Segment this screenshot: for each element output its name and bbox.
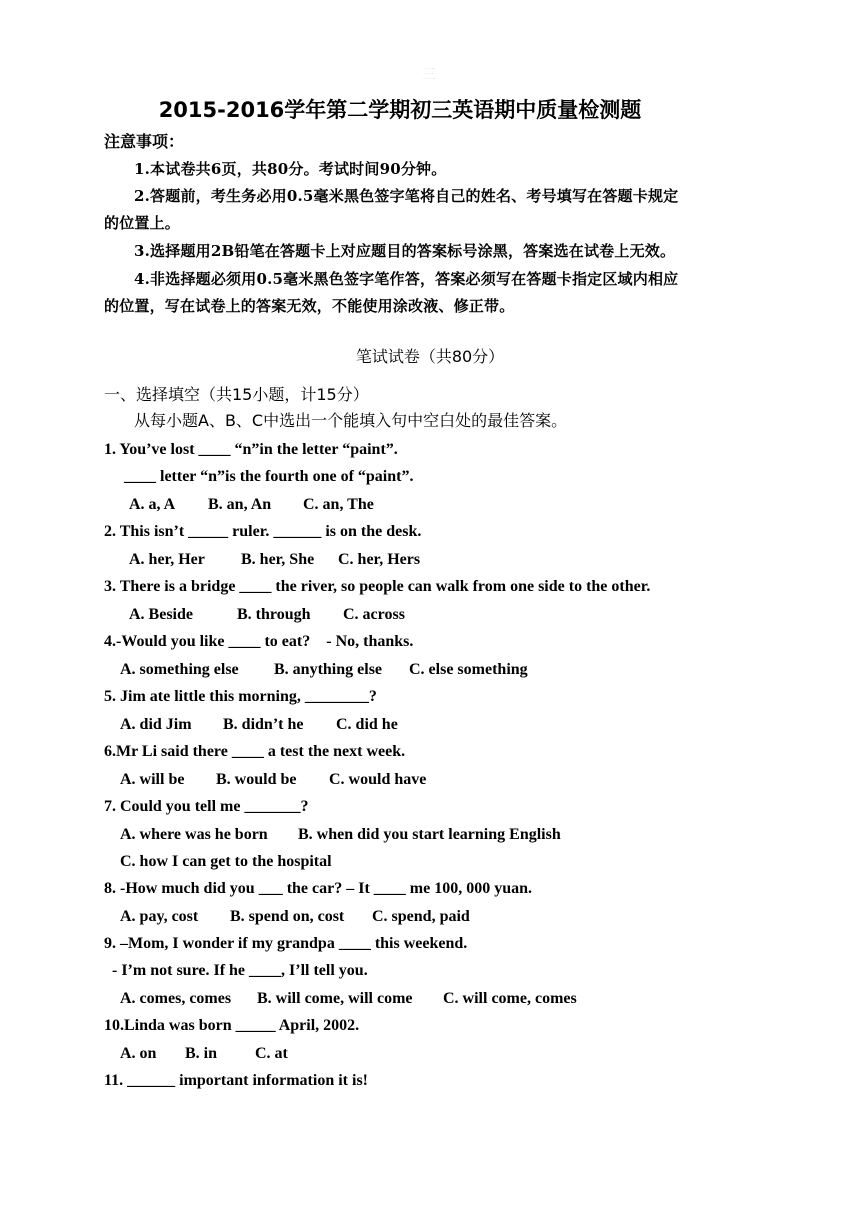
option-a: A. did Jim bbox=[120, 716, 192, 733]
question-stem: ____ letter “n”is the fourth one of “paint”. bbox=[104, 468, 414, 485]
option-c: C. at bbox=[255, 1045, 288, 1062]
option-c: C. across bbox=[343, 606, 405, 623]
answer-options bbox=[129, 552, 420, 568]
option-b: B. when did you start learning English bbox=[298, 826, 561, 843]
answer-options bbox=[129, 497, 374, 513]
option-a: A. a, A bbox=[129, 496, 176, 513]
answer-options bbox=[120, 827, 561, 843]
faint-watermark: 三 bbox=[422, 67, 436, 83]
question-stem: - I’m not sure. If he ____, I’ll tell you. bbox=[104, 962, 368, 979]
notice-line: 4.非选择题必须用0.5毫米黑色签字笔作答，答案必须写在答题卡指定区域内相应 bbox=[134, 270, 679, 288]
question-stem: 4.-Would you like ____ to eat? - No, thanks. bbox=[104, 633, 414, 650]
option-a: A. pay, cost bbox=[120, 908, 199, 925]
option-b: B. anything else bbox=[274, 661, 383, 678]
option-b: B. spend on, cost bbox=[230, 908, 345, 925]
notice-line: 1.本试卷共6页，共80分。考试时间90分钟。 bbox=[134, 160, 447, 178]
part-heading: 一、选择填空（共15小题，计15分） bbox=[104, 385, 369, 404]
answer-options bbox=[120, 991, 577, 1007]
option-c: C. an, The bbox=[303, 496, 374, 513]
option-b: B. an, An bbox=[208, 496, 272, 513]
option-b: B. would be bbox=[216, 771, 297, 788]
option-b: B. through bbox=[237, 606, 311, 623]
notice-line: 的位置上。 bbox=[104, 214, 181, 232]
notice-line: 的位置，写在试卷上的答案无效，不能使用涂改液、修正带。 bbox=[104, 297, 515, 315]
notice-line: 2.答题前，考生务必用0.5毫米黑色签字笔将自己的姓名、考号填写在答题卡规定 bbox=[134, 187, 679, 205]
option-b: B. will come, will come bbox=[257, 990, 413, 1007]
option-a: A. Beside bbox=[129, 606, 193, 623]
instruction-text: 从每小题A、B、C中选出一个能填入句中空白处的最佳答案。 bbox=[134, 411, 568, 430]
answer-options bbox=[129, 607, 405, 623]
question-stem: 9. –Mom, I wonder if my grandpa ____ this weekend. bbox=[104, 935, 468, 952]
section-title: 笔试试卷（共80分） bbox=[355, 347, 505, 366]
option-a: A. comes, comes bbox=[120, 990, 232, 1007]
notice-line: 3.选择题用2B铅笔在答题卡上对应题目的答案标号涂黑，答案选在试卷上无效。 bbox=[134, 242, 676, 260]
option-c: C. spend, paid bbox=[372, 908, 470, 925]
option-a: A. where was he born bbox=[120, 826, 268, 843]
question-stem: 5. Jim ate little this morning, ________? bbox=[104, 688, 377, 705]
notice-heading: 注意事项： bbox=[104, 132, 185, 151]
option-a: A. something else bbox=[120, 661, 239, 678]
option-a: A. will be bbox=[120, 771, 185, 788]
option-c: C. did he bbox=[336, 716, 398, 733]
question-stem: 11. ______ important information it is! bbox=[104, 1072, 368, 1089]
option-a: A. her, Her bbox=[129, 551, 205, 568]
question-stem: 2. This isn’t _____ ruler. ______ is on the desk. bbox=[104, 523, 422, 540]
answer-options bbox=[120, 909, 470, 925]
option-c: C. will come, comes bbox=[443, 990, 577, 1007]
question-stem: 10.Linda was born _____ April, 2002. bbox=[104, 1017, 360, 1034]
answer-options bbox=[120, 772, 426, 788]
answer-options bbox=[120, 717, 398, 733]
option-c: C. her, Hers bbox=[338, 551, 421, 568]
question-stem: 3. There is a bridge ____ the river, so people can walk from one side to the other. bbox=[104, 578, 651, 595]
option-c: C. would have bbox=[329, 771, 427, 788]
option-b: B. didn’t he bbox=[223, 716, 304, 733]
question-stem: 1. You’ve lost ____ “n”in the letter “paint”. bbox=[104, 441, 398, 458]
option-a: A. on bbox=[120, 1045, 157, 1062]
exam-title: 2015-2016学年第二学期初三英语期中质量检测题 bbox=[158, 98, 642, 122]
option-c: C. else something bbox=[409, 661, 528, 678]
question-stem: 8. -How much did you ___ the car? – It ____ me 100, 000 yuan. bbox=[104, 880, 533, 897]
option-b: B. her, She bbox=[241, 551, 315, 568]
answer-options bbox=[120, 1046, 288, 1062]
question-stem: 7. Could you tell me _______? bbox=[104, 798, 309, 815]
answer-options bbox=[120, 662, 528, 678]
question-stem: 6.Mr Li said there ____ a test the next week. bbox=[104, 743, 406, 760]
option-c: C. how I can get to the hospital bbox=[120, 853, 332, 870]
option-b: B. in bbox=[185, 1045, 218, 1062]
